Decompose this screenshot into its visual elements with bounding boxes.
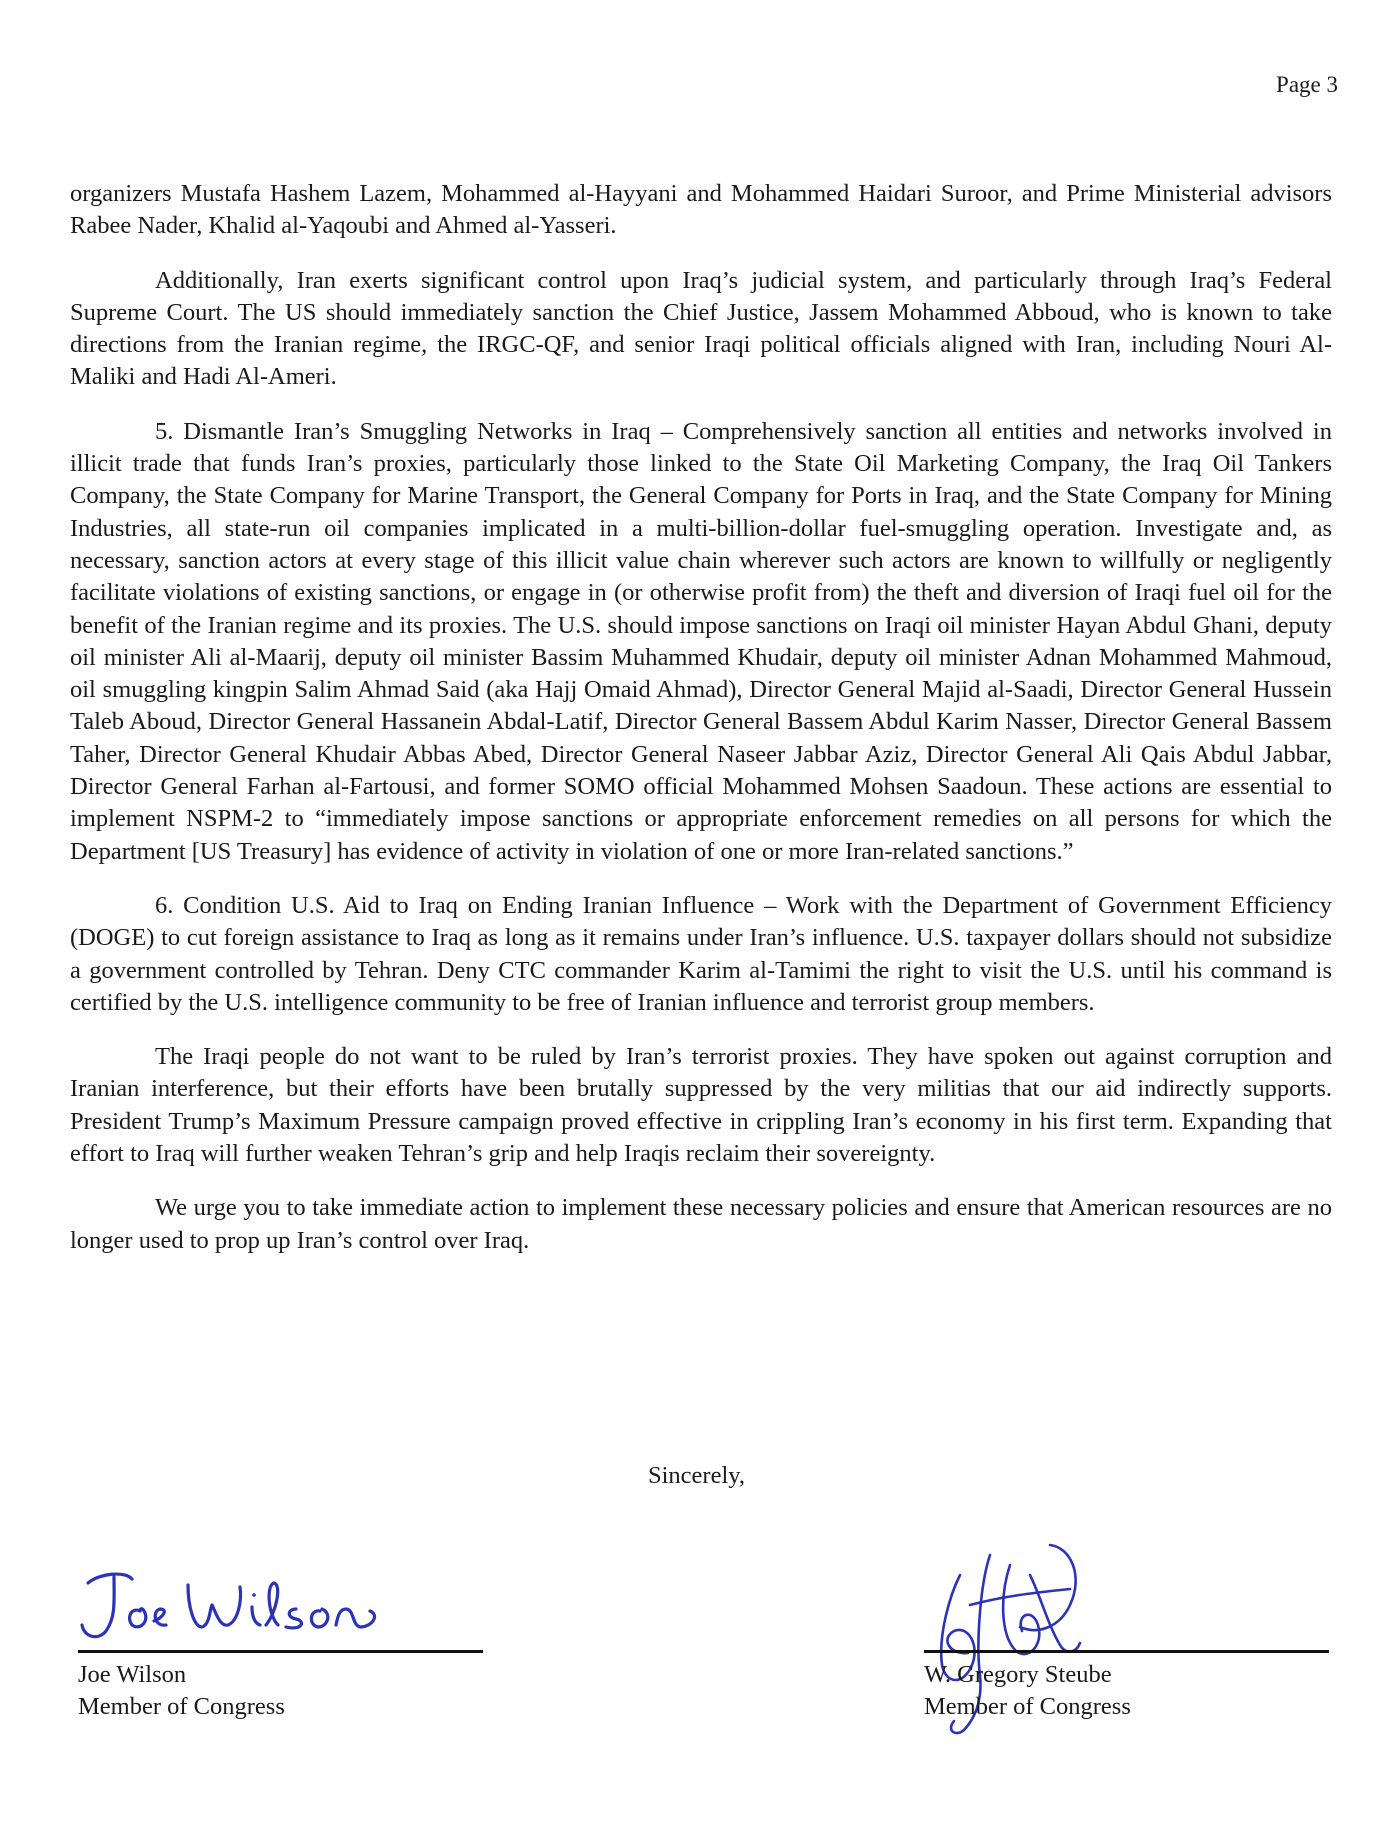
signatory-title: Member of Congress bbox=[78, 1693, 285, 1720]
paragraph-condition-aid: 6. Condition U.S. Aid to Iraq on Ending Iranian Influence – Work with the Department of Government Efficiency (DOGE) to cut foreign assistance to Iraq as long as it remains under Iran’s influence. U.S. taxpayer dollars should not subsidize a government controlled by Tehran. Deny CTC commander Karim al-Tamimi the right to visit the U.S. until his command is certified by the U.S. intelligence community to be free of Iranian influence and terrorist group members. bbox=[70, 891, 1332, 1016]
paragraph-judicial: Additionally, Iran exerts significant control upon Iraq’s judicial system, and particularly through Iraq’s Federal Supreme Court. The US should immediately sanction the Chief Justice, Jassem Mohammed Abboud, who is known to take directions from the Iranian regime, the IRGC-QF, and senior Iraqi political officials aligned with Iran, including Nouri Al-Maliki and Hadi Al-Ameri. bbox=[70, 266, 1332, 391]
signature-block-right bbox=[924, 1650, 1329, 1723]
page-number: Page 3 bbox=[1276, 72, 1338, 97]
signature-line bbox=[924, 1650, 1329, 1653]
paragraph-iraqi-people: The Iraqi people do not want to be ruled by Iran’s terrorist proxies. They have spoken out against corruption and Iranian interference, but their efforts have been brutally suppressed by the very militias that our aid indirectly supports. President Trump’s Maximum Pressure campaign proved effective in crippling Iran’s economy in his first term. Expanding that effort to Iraq will further weaken Tehran’s grip and help Iraqis reclaim their sovereignty. bbox=[70, 1043, 1332, 1168]
paragraph-smuggling-networks: 5. Dismantle Iran’s Smuggling Networks in Iraq – Comprehensively sanction all entities and networks involved in illicit trade that funds Iran’s proxies, particularly those linked to the State Oil Marketing Company, the Iraq Oil Tankers Company, the State Company for Marine Transport, the General Company for Ports in Iraq, and the State Company for Mining Industries, all state-run oil companies implicated in a multi-billion-dollar fuel-smuggling operation. Investigate and, as necessary, sanction actors at every stage of this illicit value chain wherever such actors are known to willfully or negligently facilitate violations of existing sanctions, or engage in (or otherwise profit from) the theft and diversion of Iraqi fuel oil for the benefit of the Iranian regime and its proxies. The U.S. should impose sanctions on Iraqi oil minister Hayan Abdul Ghani, deputy oil minister Ali al-Maarij, deputy oil minister Bassim Muhammed Khudair, deputy oil minister Adnan Mohammed Mahmoud, oil smuggling kingpin Salim Ahmad Said (aka Hajj Omaid Ahmad), Director General Majid al-Saadi, Director General Hussein Taleb Aboud, Director General Hassanein Abdal-Latif, Director General Bassem Abdul Karim Nasser, Director General Bassem Taher, Director General Khudair Abbas Abed, Director General Naseer Jabbar Aziz, Director General Ali Qais Abdul Jabbar, Director General Farhan al-Fartousi, and former SOMO official Mohammed Mohsen Saadoun. These actions are essential to implement NSPM-2 to “immediately impose sanctions or appropriate enforcement remedies on all persons for which the Department [US Treasury] has evidence of activity in violation of one or more Iran-related sanctions.” bbox=[70, 417, 1332, 865]
signature-joe-wilson bbox=[70, 1555, 430, 1655]
paragraph-urge-action: We urge you to take immediate action to implement these necessary policies and ensure that American resources are no longer used to prop up Iran’s control over Iraq. bbox=[70, 1194, 1332, 1254]
signature-line bbox=[78, 1650, 483, 1653]
signatory-name: Joe Wilson bbox=[78, 1661, 187, 1688]
signatory-name: W. Gregory Steube bbox=[924, 1661, 1112, 1688]
closing-salutation: Sincerely, bbox=[648, 1462, 746, 1489]
signatory-title: Member of Congress bbox=[924, 1693, 1131, 1720]
signature-block-left bbox=[78, 1650, 483, 1723]
paragraph-continuation: organizers Mustafa Hashem Lazem, Mohammed al-Hayyani and Mohammed Haidari Suroor, and Prime Ministerial advisors Rabee Nader, Khalid al-Yaqoubi and Ahmed al-Yasseri. bbox=[70, 180, 1332, 240]
letter-body bbox=[70, 178, 1332, 1279]
